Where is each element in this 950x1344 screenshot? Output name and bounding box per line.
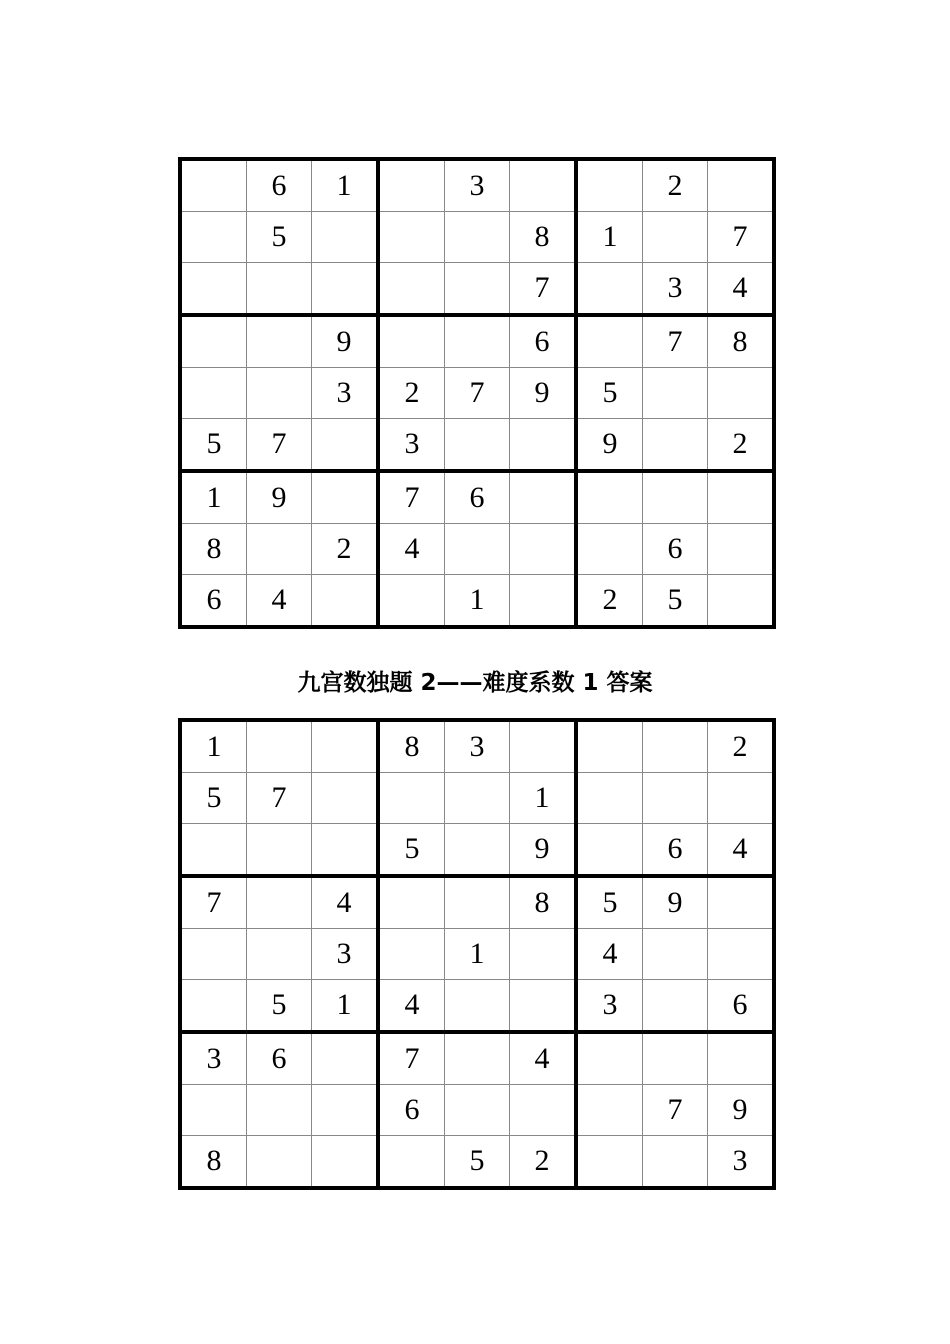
sudoku-cell: 1 bbox=[576, 212, 643, 263]
sudoku-cell bbox=[180, 929, 247, 980]
sudoku-cell bbox=[576, 720, 643, 773]
sudoku-cell: 1 bbox=[180, 720, 247, 773]
sudoku-cell: 3 bbox=[445, 720, 510, 773]
sudoku-cell bbox=[378, 773, 445, 824]
sudoku-row bbox=[180, 471, 774, 524]
sudoku-cell bbox=[180, 212, 247, 263]
sudoku-cell: 3 bbox=[312, 929, 379, 980]
sudoku-cell bbox=[180, 315, 247, 368]
sudoku-cell bbox=[247, 720, 312, 773]
sudoku-cell: 5 bbox=[378, 824, 445, 877]
sudoku-cell bbox=[576, 1085, 643, 1136]
sudoku-cell: 9 bbox=[576, 419, 643, 472]
sudoku-cell: 4 bbox=[312, 876, 379, 929]
sudoku-row bbox=[180, 575, 774, 628]
sudoku-cell bbox=[445, 876, 510, 929]
sudoku-cell bbox=[510, 524, 577, 575]
sudoku-cell: 6 bbox=[247, 159, 312, 212]
sudoku-cell bbox=[180, 368, 247, 419]
sudoku-cell bbox=[576, 159, 643, 212]
sudoku-cell bbox=[312, 212, 379, 263]
sudoku-cell bbox=[576, 824, 643, 877]
sudoku-cell bbox=[643, 419, 708, 472]
sudoku-cell bbox=[643, 929, 708, 980]
sudoku-cell bbox=[576, 315, 643, 368]
sudoku-cell: 4 bbox=[708, 824, 775, 877]
sudoku-row bbox=[180, 1032, 774, 1085]
sudoku-cell bbox=[312, 419, 379, 472]
sudoku-cell bbox=[510, 929, 577, 980]
sudoku-cell bbox=[510, 419, 577, 472]
sudoku-cell bbox=[247, 824, 312, 877]
sudoku-cell bbox=[708, 575, 775, 628]
sudoku-cell bbox=[708, 524, 775, 575]
sudoku-cell bbox=[445, 824, 510, 877]
sudoku-cell bbox=[708, 159, 775, 212]
sudoku-cell: 3 bbox=[180, 1032, 247, 1085]
sudoku-cell: 2 bbox=[312, 524, 379, 575]
sudoku-cell: 3 bbox=[708, 1136, 775, 1189]
sudoku-cell: 3 bbox=[378, 419, 445, 472]
sudoku-cell: 8 bbox=[378, 720, 445, 773]
sudoku-cell: 9 bbox=[643, 876, 708, 929]
sudoku-cell: 5 bbox=[445, 1136, 510, 1189]
sudoku-cell bbox=[510, 720, 577, 773]
sudoku-row bbox=[180, 263, 774, 316]
sudoku-cell: 6 bbox=[643, 524, 708, 575]
sudoku-cell bbox=[708, 876, 775, 929]
sudoku-cell: 9 bbox=[312, 315, 379, 368]
sudoku-cell: 7 bbox=[510, 263, 577, 316]
sudoku-cell bbox=[510, 1085, 577, 1136]
sudoku-cell bbox=[180, 980, 247, 1033]
sudoku-row bbox=[180, 1085, 774, 1136]
sudoku-cell bbox=[445, 1032, 510, 1085]
sudoku-cell bbox=[180, 159, 247, 212]
sudoku-cell bbox=[708, 368, 775, 419]
sudoku-cell bbox=[708, 929, 775, 980]
sudoku-cell bbox=[378, 929, 445, 980]
sudoku-cell bbox=[378, 575, 445, 628]
sudoku-cell: 8 bbox=[708, 315, 775, 368]
sudoku-row bbox=[180, 159, 774, 212]
sudoku-row bbox=[180, 419, 774, 472]
sudoku-row bbox=[180, 876, 774, 929]
sudoku-cell bbox=[576, 263, 643, 316]
sudoku-cell: 7 bbox=[247, 419, 312, 472]
sudoku-cell bbox=[643, 368, 708, 419]
sudoku-grid-top bbox=[178, 157, 776, 629]
sudoku-cell: 1 bbox=[180, 471, 247, 524]
sudoku-cell: 7 bbox=[708, 212, 775, 263]
sudoku-cell bbox=[576, 1136, 643, 1189]
sudoku-cell: 7 bbox=[378, 1032, 445, 1085]
sudoku-cell: 5 bbox=[180, 773, 247, 824]
sudoku-cell bbox=[708, 1032, 775, 1085]
sudoku-cell bbox=[708, 471, 775, 524]
sudoku-cell: 5 bbox=[247, 212, 312, 263]
sudoku-cell bbox=[378, 263, 445, 316]
sudoku-cell: 5 bbox=[247, 980, 312, 1033]
sudoku-cell: 3 bbox=[312, 368, 379, 419]
sudoku-cell: 3 bbox=[576, 980, 643, 1033]
sudoku-cell bbox=[378, 1136, 445, 1189]
sudoku-cell: 4 bbox=[247, 575, 312, 628]
sudoku-cell bbox=[445, 315, 510, 368]
sudoku-cell: 4 bbox=[510, 1032, 577, 1085]
sudoku-cell: 2 bbox=[378, 368, 445, 419]
sudoku-cell bbox=[312, 471, 379, 524]
sudoku-cell bbox=[445, 980, 510, 1033]
sudoku-cell bbox=[247, 876, 312, 929]
sudoku-cell bbox=[510, 159, 577, 212]
sudoku-cell bbox=[180, 1085, 247, 1136]
sudoku-cell bbox=[445, 1085, 510, 1136]
sudoku-cell: 7 bbox=[247, 773, 312, 824]
sudoku-cell: 3 bbox=[643, 263, 708, 316]
sudoku-cell: 6 bbox=[510, 315, 577, 368]
sudoku-cell bbox=[312, 1085, 379, 1136]
sudoku-cell: 9 bbox=[708, 1085, 775, 1136]
sudoku-cell: 6 bbox=[445, 471, 510, 524]
sudoku-cell bbox=[180, 263, 247, 316]
sudoku-row bbox=[180, 212, 774, 263]
sudoku-cell bbox=[312, 773, 379, 824]
sudoku-row bbox=[180, 1136, 774, 1189]
sudoku-cell bbox=[247, 1085, 312, 1136]
sudoku-cell bbox=[576, 773, 643, 824]
sudoku-cell: 5 bbox=[576, 368, 643, 419]
sudoku-cell: 5 bbox=[643, 575, 708, 628]
sudoku-cell: 1 bbox=[445, 575, 510, 628]
sudoku-cell bbox=[643, 1136, 708, 1189]
sudoku-cell bbox=[247, 368, 312, 419]
page-heading: 九宫数独题 2——难度系数 1 答案 bbox=[297, 670, 653, 696]
sudoku-cell bbox=[510, 980, 577, 1033]
sudoku-cell: 8 bbox=[180, 1136, 247, 1189]
sudoku-cell bbox=[312, 824, 379, 877]
sudoku-cell: 2 bbox=[510, 1136, 577, 1189]
sudoku-row bbox=[180, 524, 774, 575]
sudoku-row bbox=[180, 980, 774, 1033]
sudoku-cell bbox=[576, 1032, 643, 1085]
sudoku-cell: 2 bbox=[576, 575, 643, 628]
sudoku-cell bbox=[643, 212, 708, 263]
sudoku-row bbox=[180, 824, 774, 877]
sudoku-cell bbox=[576, 524, 643, 575]
sudoku-cell: 1 bbox=[312, 159, 379, 212]
sudoku-cell bbox=[643, 773, 708, 824]
sudoku-cell bbox=[510, 575, 577, 628]
sudoku-cell bbox=[378, 159, 445, 212]
sudoku-cell: 3 bbox=[445, 159, 510, 212]
sudoku-cell bbox=[445, 419, 510, 472]
sudoku-cell bbox=[643, 1032, 708, 1085]
sudoku-cell: 5 bbox=[180, 419, 247, 472]
sudoku-cell bbox=[312, 720, 379, 773]
sudoku-cell bbox=[445, 773, 510, 824]
sudoku-cell: 5 bbox=[576, 876, 643, 929]
sudoku-cell bbox=[247, 1136, 312, 1189]
sudoku-cell bbox=[180, 824, 247, 877]
sudoku-cell: 1 bbox=[510, 773, 577, 824]
sudoku-cell: 9 bbox=[247, 471, 312, 524]
sudoku-cell bbox=[510, 471, 577, 524]
sudoku-cell bbox=[312, 1032, 379, 1085]
sudoku-cell bbox=[312, 263, 379, 316]
sudoku-cell bbox=[445, 263, 510, 316]
sudoku-cell: 7 bbox=[643, 315, 708, 368]
sudoku-cell bbox=[708, 773, 775, 824]
sudoku-row bbox=[180, 929, 774, 980]
sudoku-cell bbox=[378, 876, 445, 929]
sudoku-cell: 4 bbox=[378, 980, 445, 1033]
sudoku-cell: 7 bbox=[180, 876, 247, 929]
sudoku-cell: 2 bbox=[708, 720, 775, 773]
sudoku-cell bbox=[576, 471, 643, 524]
sudoku-row bbox=[180, 773, 774, 824]
sudoku-cell bbox=[247, 524, 312, 575]
sudoku-cell: 7 bbox=[643, 1085, 708, 1136]
sudoku-cell: 4 bbox=[708, 263, 775, 316]
sudoku-cell bbox=[312, 1136, 379, 1189]
sudoku-cell bbox=[445, 524, 510, 575]
sudoku-cell: 2 bbox=[708, 419, 775, 472]
sudoku-cell: 6 bbox=[378, 1085, 445, 1136]
sudoku-grid-bottom bbox=[178, 718, 776, 1190]
sudoku-cell bbox=[247, 263, 312, 316]
sudoku-cell: 1 bbox=[312, 980, 379, 1033]
sudoku-cell: 6 bbox=[247, 1032, 312, 1085]
sudoku-cell bbox=[247, 315, 312, 368]
sudoku-row bbox=[180, 368, 774, 419]
sudoku-cell: 9 bbox=[510, 824, 577, 877]
sudoku-cell: 4 bbox=[378, 524, 445, 575]
sudoku-cell: 6 bbox=[180, 575, 247, 628]
sudoku-cell: 7 bbox=[378, 471, 445, 524]
sudoku-cell bbox=[643, 980, 708, 1033]
sudoku-cell: 8 bbox=[510, 876, 577, 929]
sudoku-cell: 6 bbox=[708, 980, 775, 1033]
sudoku-cell: 7 bbox=[445, 368, 510, 419]
sudoku-cell bbox=[312, 575, 379, 628]
sudoku-row bbox=[180, 315, 774, 368]
sudoku-cell: 6 bbox=[643, 824, 708, 877]
sudoku-cell bbox=[643, 720, 708, 773]
sudoku-cell bbox=[378, 315, 445, 368]
sudoku-cell bbox=[643, 471, 708, 524]
sudoku-cell: 2 bbox=[643, 159, 708, 212]
sudoku-cell bbox=[378, 212, 445, 263]
sudoku-cell: 8 bbox=[510, 212, 577, 263]
sudoku-cell bbox=[445, 212, 510, 263]
sudoku-cell: 1 bbox=[445, 929, 510, 980]
sudoku-cell: 9 bbox=[510, 368, 577, 419]
sudoku-cell bbox=[247, 929, 312, 980]
sudoku-cell: 8 bbox=[180, 524, 247, 575]
sudoku-row bbox=[180, 720, 774, 773]
sudoku-cell: 4 bbox=[576, 929, 643, 980]
